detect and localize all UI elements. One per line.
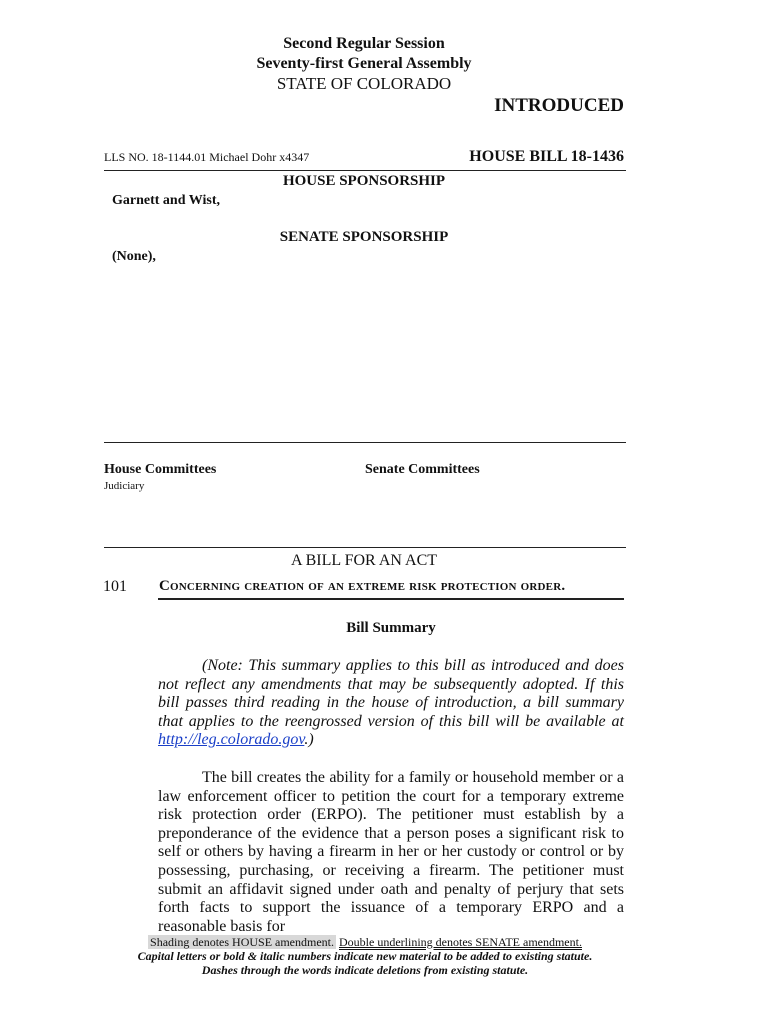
title-rule — [158, 598, 624, 600]
summary-body — [158, 769, 624, 936]
summary-heading: Bill Summary — [346, 620, 436, 636]
session-title: Second Regular Session — [283, 35, 445, 52]
leg-colorado-link[interactable]: http://leg.colorado.gov — [158, 731, 305, 749]
senate-amendment-note: Double underlining denotes SENATE amendment. — [339, 935, 582, 949]
amendment-legend — [104, 935, 626, 949]
senate-sponsorship-heading: SENATE SPONSORSHIP — [279, 229, 449, 245]
new-material-note: Capital letters or bold & italic numbers indicate new material to be added to existing statute. — [137, 949, 593, 963]
summary-note — [158, 657, 624, 750]
summary-note-text: (Note: This summary applies to this bill as introduced and does not reflect any amendments that may be subsequently adopted. If this bill passes third reading in the house of introduction, a bill summary that applies to the reengrossed version of this bill will be available at — [158, 657, 624, 730]
senate-committees-heading: Senate Committees — [365, 462, 480, 477]
act-title: Concerning creation of an extreme risk protection order. — [159, 578, 566, 594]
deletion-note: Dashes through the words indicate deletions from existing statute. — [201, 963, 529, 977]
bill-status: INTRODUCED — [494, 95, 624, 116]
house-sponsorship-heading: HOUSE SPONSORSHIP — [282, 173, 446, 189]
committees-rule — [104, 547, 626, 548]
house-amendment-note: Shading denotes HOUSE amendment. — [150, 935, 335, 949]
state-title: STATE OF COLORADO — [276, 74, 452, 93]
senate-sponsors: (None), — [112, 249, 156, 264]
assembly-title: Seventy-first General Assembly — [256, 55, 472, 72]
summary-note-end: .) — [304, 731, 314, 749]
lls-number: LLS NO. 18-1144.01 Michael Dohr x4347 — [104, 150, 310, 164]
bill-number: HOUSE BILL 18-1436 — [469, 148, 624, 165]
house-sponsors: Garnett and Wist, — [112, 193, 220, 208]
act-heading: A BILL FOR AN ACT — [290, 552, 438, 569]
sponsorship-rule — [104, 442, 626, 443]
header-rule — [104, 170, 626, 171]
summary-body-text: The bill creates the ability for a family or household member or a law enforcement officer to petition the court for a temporary extreme risk protection order (ERPO). The petitioner must establish by a preponderance of the evidence that a person poses a significant risk to self or others by having a firearm in her or her custody or control or by possessing, purchasing, or receiving a firearm. The petitioner must submit an affidavit signed under oath and penalty of perjury that sets forth facts to support the issuance of a temporary ERPO and a reasonable basis for — [158, 769, 624, 935]
line-number: 101 — [103, 578, 127, 595]
house-committees-heading: House Committees — [104, 462, 217, 477]
house-committee-judiciary: Judiciary — [104, 480, 145, 492]
